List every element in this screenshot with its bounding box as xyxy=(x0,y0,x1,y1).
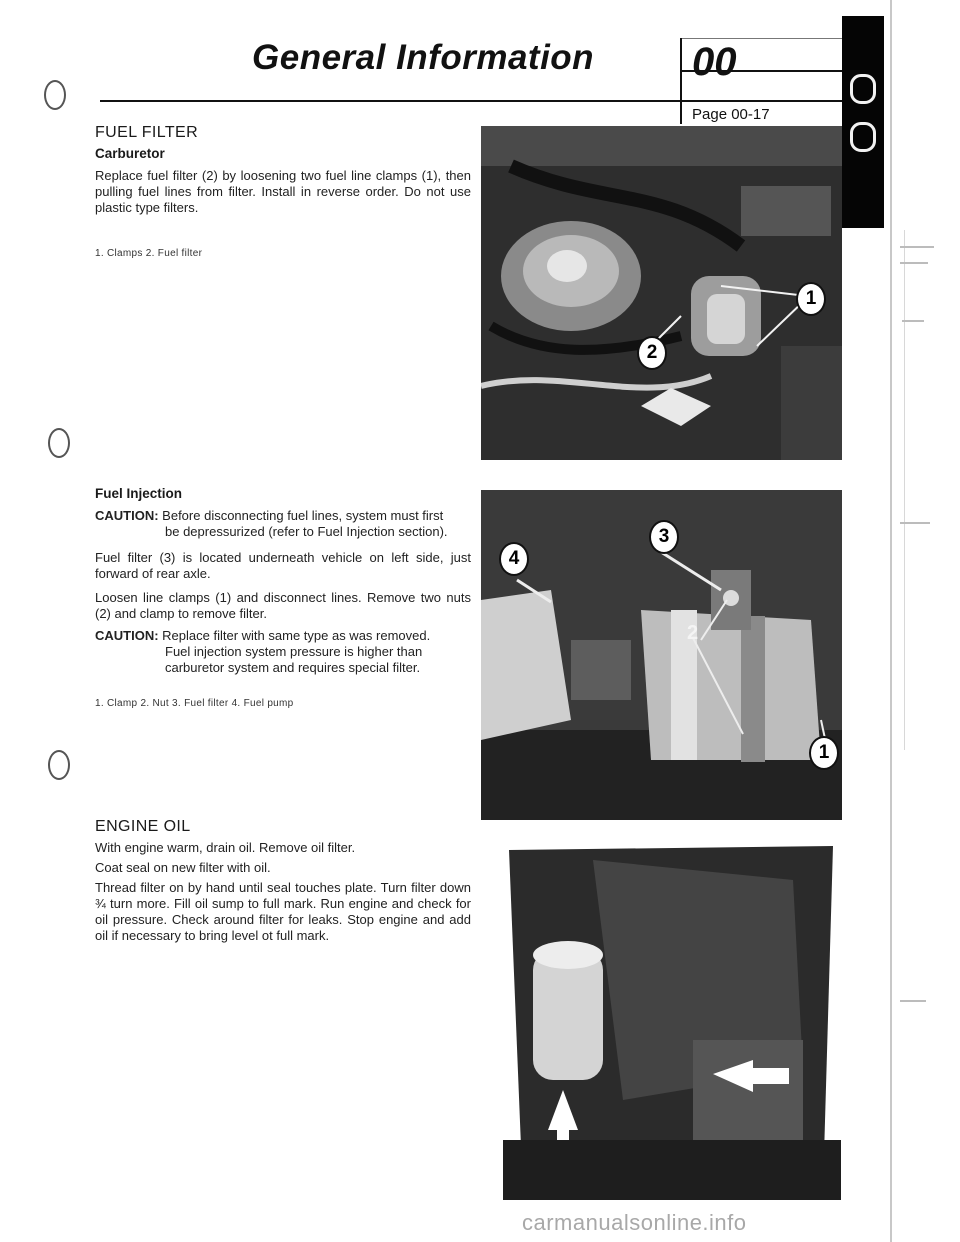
page-number-divider xyxy=(680,100,682,124)
engine-oil-heading: ENGINE OIL xyxy=(95,818,191,835)
edge-mark xyxy=(900,1000,926,1002)
edge-mark xyxy=(900,522,930,524)
binder-hole xyxy=(44,80,66,110)
carburetor-paragraph: Replace fuel filter (2) by loosening two fuel line clamps (1), then pulling fuel lines from filter. Install in reverse order. Do not use plastic type filters. xyxy=(95,168,471,215)
fuel-injection-subheading: Fuel Injection xyxy=(95,486,183,501)
tab-letter-zero xyxy=(850,74,876,104)
callout-3: 3 xyxy=(649,520,679,554)
carburetor-photo-illustration xyxy=(481,126,842,460)
engine-oil-paragraph-1: With engine warm, drain oil. Remove oil filter. xyxy=(95,840,356,855)
edge-mark xyxy=(902,320,924,322)
caution-label: CAUTION: xyxy=(95,508,159,523)
fuel-injection-paragraph-2: Loosen line clamps (1) and disconnect lines. Remove two nuts (2) and clamp to remove filter. xyxy=(95,590,471,621)
callout-1: 1 xyxy=(796,282,826,316)
fuel-injection-caption: 1. Clamp 2. Nut 3. Fuel filter 4. Fuel pump xyxy=(95,698,294,709)
tab-letter-zero xyxy=(850,122,876,152)
callout-4: 4 xyxy=(499,542,529,576)
section-number: 00 xyxy=(692,40,737,84)
page-edge-line xyxy=(904,230,905,750)
engine-oil-paragraph-2: Coat seal on new filter with oil. xyxy=(95,860,271,875)
edge-mark xyxy=(900,246,934,248)
page-title: General Information xyxy=(252,38,595,77)
fuel-filter-heading: FUEL FILTER xyxy=(95,124,199,141)
caution-label: CAUTION: xyxy=(95,628,159,643)
caution-note-2 xyxy=(95,628,471,676)
section-tab xyxy=(842,16,884,228)
carburetor-caption: 1. Clamps 2. Fuel filter xyxy=(95,248,203,259)
fuel-injection-filter-photo xyxy=(481,490,842,820)
carburetor-fuel-filter-photo xyxy=(481,126,842,460)
binder-hole xyxy=(48,428,70,458)
engine-oil-paragraph-3: Thread filter on by hand until seal touches plate. Turn filter down ¾ turn more. Fill oil sump to full mark. Run engine and check for oil pressure. Check around filter for leaks. Stop engine and add oil if necessary to bring level ot full mark. xyxy=(95,880,471,943)
caution-continuation: Fuel injection system pressure is higher than carburetor system and requires special filter. xyxy=(165,644,423,675)
watermark: carmanualsonline.info xyxy=(522,1210,747,1235)
oil-filter-photo-illustration xyxy=(503,840,841,1200)
callout-1: 1 xyxy=(809,736,839,770)
page-edge-line xyxy=(890,0,892,1242)
page-number: Page 00-17 xyxy=(692,106,770,123)
callout-2: 2 xyxy=(637,336,667,370)
edge-mark xyxy=(900,262,928,264)
fuel-injection-paragraph-1: Fuel filter (3) is located underneath vehicle on left side, just forward of rear axle. xyxy=(95,550,471,581)
callout-2: 2 xyxy=(687,622,699,644)
section-box-top-rule xyxy=(682,38,844,39)
caution-text: Replace filter with same type as was removed. xyxy=(162,628,431,643)
engine-oil-filter-photo xyxy=(503,840,841,1200)
carburetor-subheading: Carburetor xyxy=(95,146,165,161)
binder-hole xyxy=(48,750,70,780)
header-rule xyxy=(100,100,842,102)
caution-text: Before disconnecting fuel lines, system must first xyxy=(162,508,444,523)
caution-note-1 xyxy=(95,508,471,540)
caution-continuation: be depressurized (refer to Fuel Injection section). xyxy=(165,524,448,539)
